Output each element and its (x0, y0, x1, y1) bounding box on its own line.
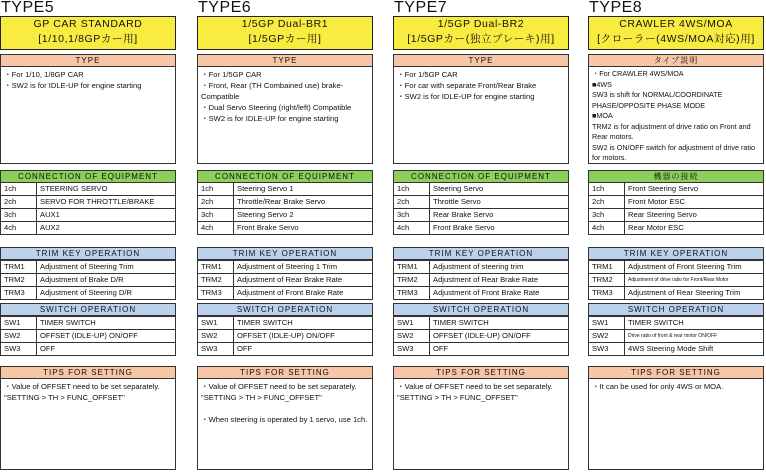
type-line: ・SW2 is for IDLE-UP for engine starting (397, 92, 535, 101)
type-line: ・Dual Servo Steering (right/left) Compatible (201, 103, 352, 112)
switch-table (588, 316, 764, 356)
connection-section-title: CONNECTION OF EQUIPMENT (393, 170, 569, 183)
connection-section-title: 機器の接続 (588, 170, 764, 183)
type-header (393, 16, 569, 50)
type-line: ・For CRAWLER 4WS/MOA (592, 69, 684, 78)
type-label: TYPE5 (1, 0, 55, 16)
type-line: ・Front, Rear (TH Combained use) brake-Compatible (201, 81, 344, 101)
type-description (0, 66, 176, 164)
type-section-title: タイプ説明 (588, 54, 764, 67)
trim-table (588, 260, 764, 300)
switch-table (0, 316, 176, 356)
table-row: TRM2 Adjustment of Rear Brake Rate (394, 274, 569, 287)
trim-section-title: TRIM KEY OPERATION (588, 247, 764, 260)
table-row: SW3 OFF (394, 343, 569, 356)
header-subtitle: [1/5GPカー用] (248, 33, 322, 45)
type-description (197, 66, 373, 164)
table-row: 4ch Front Brake Servo (198, 222, 373, 235)
connection-table (393, 182, 569, 235)
table-row: 2ch Throttle Servo (394, 196, 569, 209)
tips-section-title: TIPS FOR SETTING (197, 366, 373, 379)
table-row: TRM1 Adjustment of steering trim (394, 261, 569, 274)
tips-line: "SETTING > TH > FUNC_OFFSET" (4, 393, 125, 402)
connection-table (0, 182, 176, 235)
header-subtitle: [1/10,1/8GPカー用] (38, 33, 138, 45)
type-description (393, 66, 569, 164)
connection-table (588, 182, 764, 235)
tips-line: ・Value of OFFSET need to be set separately. (201, 382, 357, 391)
trim-section-title: TRIM KEY OPERATION (0, 247, 176, 260)
table-row: 3ch AUX1 (1, 209, 176, 222)
header-title: 1/5GP Dual-BR2 (437, 18, 525, 30)
header-title: GP CAR STANDARD (33, 18, 143, 30)
trim-section-title: TRIM KEY OPERATION (393, 247, 569, 260)
table-row: SW2 Drive ratio of front & rear motor ON/OFF (589, 330, 764, 343)
connection-section-title: CONNECTION OF EQUIPMENT (197, 170, 373, 183)
type-line: ・For 1/10, 1/8GP CAR (4, 70, 84, 79)
table-row: SW2 OFFSET (IDLE-UP) ON/OFF (1, 330, 176, 343)
table-row: 2ch Front Motor ESC (589, 196, 764, 209)
type-line: ■MOA (592, 111, 613, 120)
type-line: SW3 is shift for NORMAL/COORDINATE PHASE/OPPOSITE PHASE MODE (592, 90, 723, 110)
header-subtitle: [クローラー(4WS/MOA対応)用] (597, 33, 755, 45)
header-title: CRAWLER 4WS/MOA (619, 18, 733, 30)
table-row: 4ch Rear Motor ESC (589, 222, 764, 235)
table-row: SW1 TIMER SWITCH (394, 317, 569, 330)
tips-line: ・It can be used for only 4WS or MOA. (592, 382, 724, 391)
tips-box (393, 378, 569, 470)
table-row: SW1 TIMER SWITCH (589, 317, 764, 330)
table-row: 4ch Front Brake Servo (394, 222, 569, 235)
table-row: TRM3 Adjustment of Rear Steering Trim (589, 287, 764, 300)
table-row: TRM1 Adjustment of Front Steering Trim (589, 261, 764, 274)
type-section-title: TYPE (197, 54, 373, 67)
table-row: 2ch SERVO FOR THROTTLE/BRAKE (1, 196, 176, 209)
type-description (588, 66, 764, 164)
table-row: 1ch Steering Servo (394, 183, 569, 196)
table-row: SW1 TIMER SWITCH (198, 317, 373, 330)
type-section-title: TYPE (393, 54, 569, 67)
type-line: SW2 is ON/OFF switch for adjustment of drive ratio for motors. (592, 142, 755, 162)
header-subtitle: [1/5GPカー(独立ブレーキ)用] (407, 33, 555, 45)
tips-section-title: TIPS FOR SETTING (588, 366, 764, 379)
table-row: TRM1 Adjustment of Steering 1 Trim (198, 261, 373, 274)
table-row: TRM1 Adjustment of Steering Trim (1, 261, 176, 274)
table-row: TRM2 Adjustment of Rear Brake Rate (198, 274, 373, 287)
table-row: TRM3 Adjustment of Front Brake Rate (394, 287, 569, 300)
table-row: 2ch Throttle/Rear Brake Servo (198, 196, 373, 209)
switch-section-title: SWITCH OPERATION (588, 303, 764, 316)
trim-section-title: TRIM KEY OPERATION (197, 247, 373, 260)
tips-section-title: TIPS FOR SETTING (393, 366, 569, 379)
table-row: TRM2 Adjustment of drive ratio for Front/Rear Motor (589, 274, 764, 287)
switch-section-title: SWITCH OPERATION (0, 303, 176, 316)
switch-table (393, 316, 569, 356)
connection-section-title: CONNECTION OF EQUIPMENT (0, 170, 176, 183)
table-row: 3ch Rear Steering Servo (589, 209, 764, 222)
table-row: 1ch Steering Servo 1 (198, 183, 373, 196)
tips-box (0, 378, 176, 470)
type-label: TYPE7 (394, 0, 448, 16)
type-line: ■4WS (592, 79, 612, 89)
table-row: 1ch Front Steering Servo (589, 183, 764, 196)
table-row: SW1 TIMER SWITCH (1, 317, 176, 330)
type-line: ・SW2 is for IDLE-UP for engine starting (4, 81, 142, 90)
connection-table (197, 182, 373, 235)
tips-line: "SETTING > TH > FUNC_OFFSET" (201, 393, 322, 402)
tips-line: "SETTING > TH > FUNC_OFFSET" (397, 393, 518, 402)
table-row: SW2 OFFSET (IDLE-UP) ON/OFF (198, 330, 373, 343)
type-section-title: TYPE (0, 54, 176, 67)
tips-line: ・Value of OFFSET need to be set separately. (397, 382, 553, 391)
type-line: ・For 1/5GP CAR (201, 70, 262, 79)
switch-section-title: SWITCH OPERATION (197, 303, 373, 316)
trim-table (393, 260, 569, 300)
type-header (197, 16, 373, 50)
table-row: 4ch AUX2 (1, 222, 176, 235)
table-row: 1ch STEERING SERVO (1, 183, 176, 196)
type-line: TRM2 is for adjustment of drive ratio on Front and Rear motors. (592, 121, 751, 141)
type-header (588, 16, 764, 50)
table-row: TRM3 Adjustment of Front Brake Rate (198, 287, 373, 300)
type-line: ・For 1/5GP CAR (397, 70, 458, 79)
tips-line: ・Value of OFFSET need to be set separately. (4, 382, 160, 391)
tips-box (197, 378, 373, 470)
switch-table (197, 316, 373, 356)
tips-line (201, 403, 369, 414)
table-row: SW3 OFF (1, 343, 176, 356)
type-line: ・SW2 is for IDLE-UP for engine starting (201, 114, 339, 123)
table-row: SW3 OFF (198, 343, 373, 356)
trim-table (197, 260, 373, 300)
table-row: 3ch Rear Brake Servo (394, 209, 569, 222)
table-row: SW3 4WS Steering Mode Shift (589, 343, 764, 356)
table-row: 3ch Steering Servo 2 (198, 209, 373, 222)
header-title: 1/5GP Dual-BR1 (241, 18, 329, 30)
table-row: TRM3 Adjustment of Steering D/R (1, 287, 176, 300)
tips-section-title: TIPS FOR SETTING (0, 366, 176, 379)
type-label: TYPE6 (198, 0, 252, 16)
type-header (0, 16, 176, 50)
type-line: ・For car with separate Front/Rear Brake (397, 81, 537, 90)
table-row: TRM2 Adjustment of Brake D/R (1, 274, 176, 287)
trim-table (0, 260, 176, 300)
tips-box (588, 378, 764, 470)
table-row: SW2 OFFSET (IDLE-UP) ON/OFF (394, 330, 569, 343)
switch-section-title: SWITCH OPERATION (393, 303, 569, 316)
type-label: TYPE8 (589, 0, 643, 16)
tips-line: ・When steering is operated by 1 servo, use 1ch. (201, 415, 368, 424)
